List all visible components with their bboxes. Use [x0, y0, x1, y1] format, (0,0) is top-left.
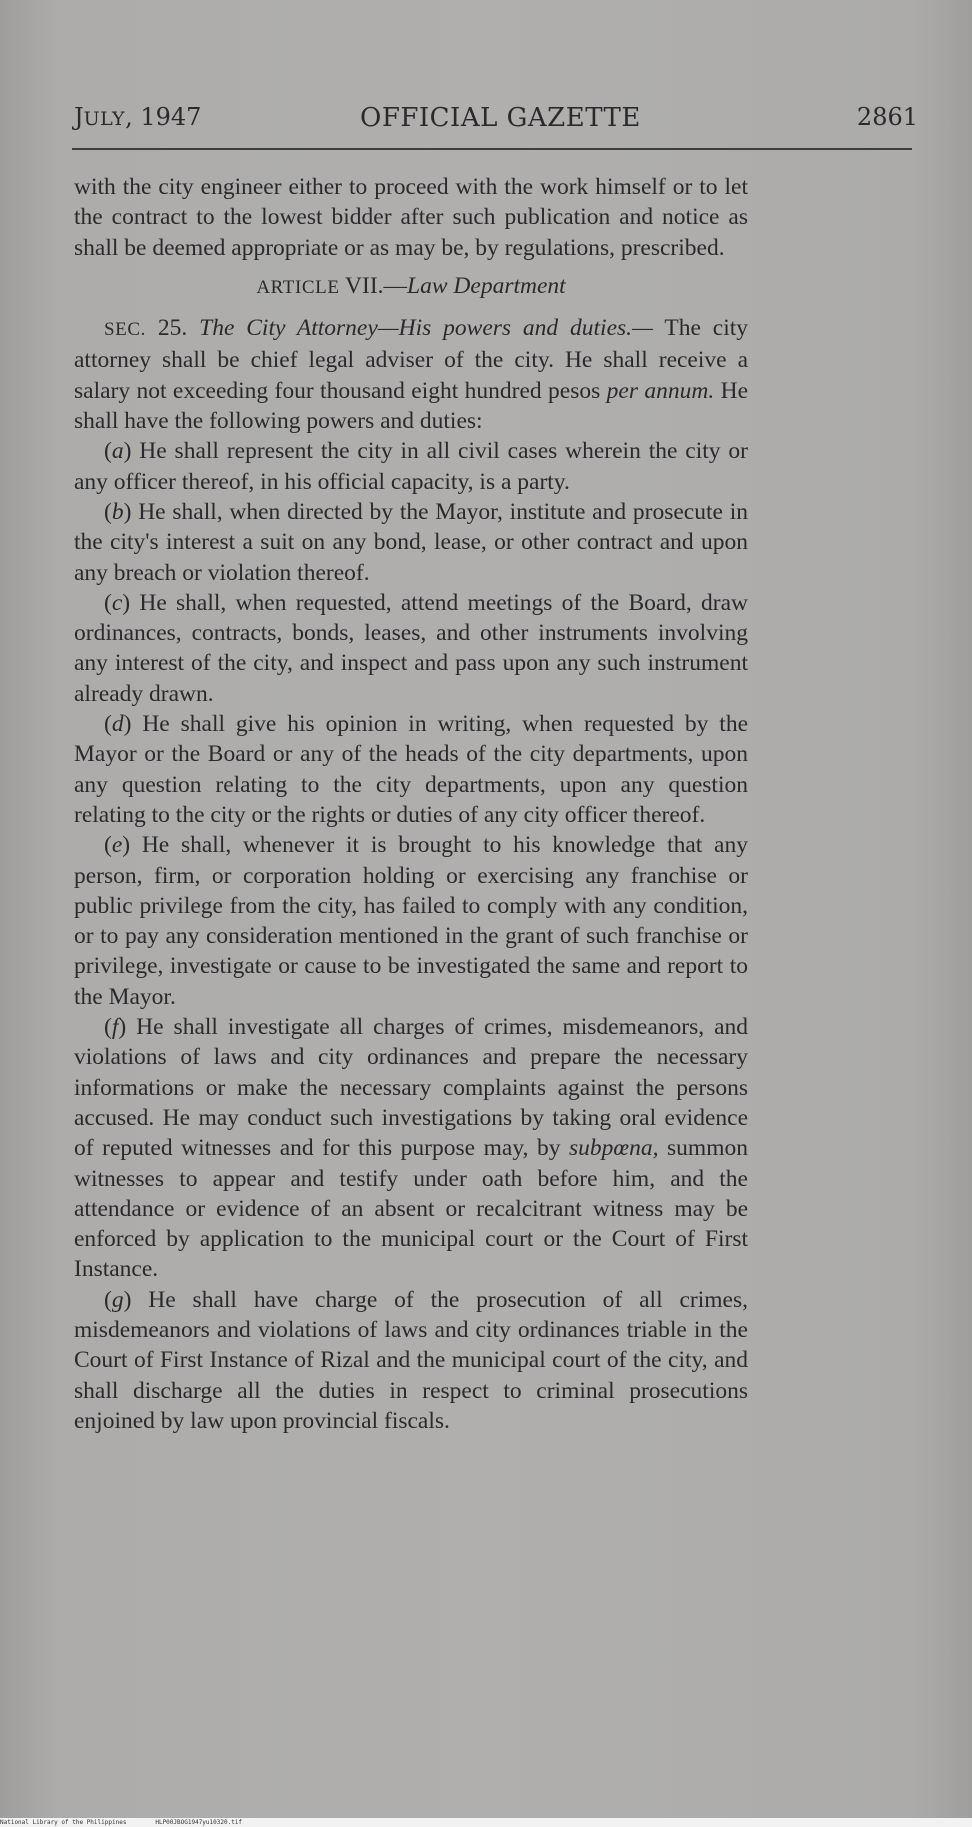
page-header	[74, 103, 918, 137]
page-number: 2861	[856, 103, 918, 131]
clause-letter: b	[111, 498, 124, 525]
clause-e: (e) He shall, whenever it is brought to his knowledge that any person, firm, or corporation holding or exercising any franchise or public privilege from the city, has failed to comply with any condition, or to pay any consideration mentioned in the grant of such franchise or privilege, investigate or cause to be investigated the same and report to the Mayor.	[74, 832, 748, 1010]
clause-letter: a	[111, 438, 124, 465]
clause-text: He shall investigate all charges of crimes, misdemeanors, and violations of laws and city ordinances and prepare the necessary informations or make the necessary complaints against the persons accused. He may conduct such investigations by taking oral evidence of reputed witnesses and for this purpose may, by	[74, 1014, 749, 1162]
scan-footer	[0, 1818, 972, 1827]
clause-text: He shall represent the city in all civil cases wherein the city or any officer thereof, in his official capacity, is a party.	[74, 438, 748, 495]
per-annum: per annum.	[606, 377, 715, 404]
scan-file-id: HLP00JBOG1947yu10320.tif	[155, 1819, 243, 1826]
page-body	[74, 172, 748, 1436]
month-rest: ULY	[83, 108, 126, 130]
issue-date	[74, 103, 201, 131]
clause-c: (c) He shall, when requested, attend meetings of the Board, draw ordinances, contracts, bonds, leases, and other instruments involving any interest of the city, and inspect and pass upon any such instrument already drawn.	[74, 589, 749, 707]
clause-text: He shall, when requested, attend meetings of the Board, draw ordinances, contracts, bonds, leases, and other instruments involving any interest of the city, and inspect and pass upon any such instrument already drawn.	[74, 589, 749, 707]
clause-b: (b) He shall, when directed by the Mayor, institute and prosecute in the city's interest a suit on any bond, lease, or other contract and upon any breach or violation thereof.	[74, 498, 748, 586]
subpoena-term: subpœna,	[569, 1135, 659, 1162]
clause-text: He shall, whenever it is brought to his knowledge that any person, firm, or corporation holding or exercising any franchise or public privilege from the city, has failed to comply with any condition, or to pay any consideration mentioned in the grant of such franchise or privilege, investigate or cause to be investigated the same and report to the Mayor.	[74, 832, 748, 1010]
clause-letter: e	[111, 832, 123, 859]
section-text-1: The city attorney shall be chief legal adviser of the city. He shall receive a salary not exceeding four thousand eight hundred pesos	[74, 315, 749, 404]
clause-g: (g) He shall have charge of the prosecution of all crimes, misdemeanors and violations of laws and city ordinances triable in the Court of First Instance of Rizal and the municipal court of the city, and shall discharge all the duties in respect to criminal prosecutions enjoined by law upon provincial fiscals.	[74, 1286, 748, 1434]
clause-letter: d	[111, 711, 124, 738]
header-rule	[72, 148, 912, 150]
article-number: VII.—	[345, 272, 408, 299]
clause-letter: c	[111, 589, 123, 616]
clause-text: He shall have charge of the prosecution of all crimes, misdemeanors and violations of laws and city ordinances triable in the Court of First Instance of Rizal and the municipal court of the city, and shall discharge all the duties in respect to criminal prosecutions enjoined by law upon provincial fiscals.	[74, 1286, 748, 1434]
publication-title: OFFICIAL GAZETTE	[360, 103, 641, 133]
article-label: ARTICLE	[256, 276, 340, 298]
library-credit: National Library of the Philippines	[0, 1819, 127, 1826]
year: , 1947	[125, 103, 202, 131]
month-initial: J	[74, 103, 84, 131]
article-heading	[74, 271, 748, 303]
clause-text: He shall give his opinion in writing, when requested by the Mayor or the Board or any of the heads of the city departments, upon any question relating to the city departments, upon any question relating to the city or the rights or duties of any city officer thereof.	[74, 711, 748, 828]
section-number: 25.	[157, 315, 188, 342]
clause-letter: f	[111, 1014, 119, 1041]
section-paragraph	[74, 313, 748, 436]
intro-paragraph: with the city engineer either to proceed with the work himself or to let the contract to the lowest bidder after such publication and notice as shall be deemed appropriate or as may be, by regulations, prescribed.	[74, 174, 748, 261]
clause-d: (d) He shall give his opinion in writing, when requested by the Mayor or the Board or any of the heads of the city departments, upon any question relating to the city departments, upon any question relating to the city or the rights or duties of any city officer thereof.	[74, 711, 748, 828]
section-text-2: He shall have the following powers and duties:	[74, 377, 748, 435]
clause-text: He shall, when directed by the Mayor, institute and prosecute in the city's interest a suit on any bond, lease, or other contract and upon any breach or violation thereof.	[74, 498, 748, 586]
section-title: The City Attorney—His powers and duties.—	[199, 315, 653, 342]
section-label: SEC.	[104, 319, 146, 341]
clause-f: (f) He shall investigate all charges of crimes, misdemeanors, and violations of laws and city ordinances and prepare the necessary informations or make the necessary complaints against the persons accused. He may conduct such investigations by taking oral evidence of reputed witnesses and for this purpose may, by subpœna, summon witnesses to appear and testify under oath before him, and the attendance or evidence of an absent or recalcitrant witness may be enforced by application to the municipal court or the Court of First Instance.	[74, 1014, 749, 1283]
clause-letter: g	[111, 1286, 124, 1313]
article-title: Law Department	[407, 272, 566, 299]
clause-a: (a) He shall represent the city in all civil cases wherein the city or any officer thereof, in his official capacity, is a party.	[74, 438, 748, 495]
clause-text-continued: summon witnesses to appear and testify under oath before him, and the attendance or evidence of an absent or recalcitrant witness may be enforced by application to the municipal court or the Court of First Instance.	[74, 1135, 748, 1283]
